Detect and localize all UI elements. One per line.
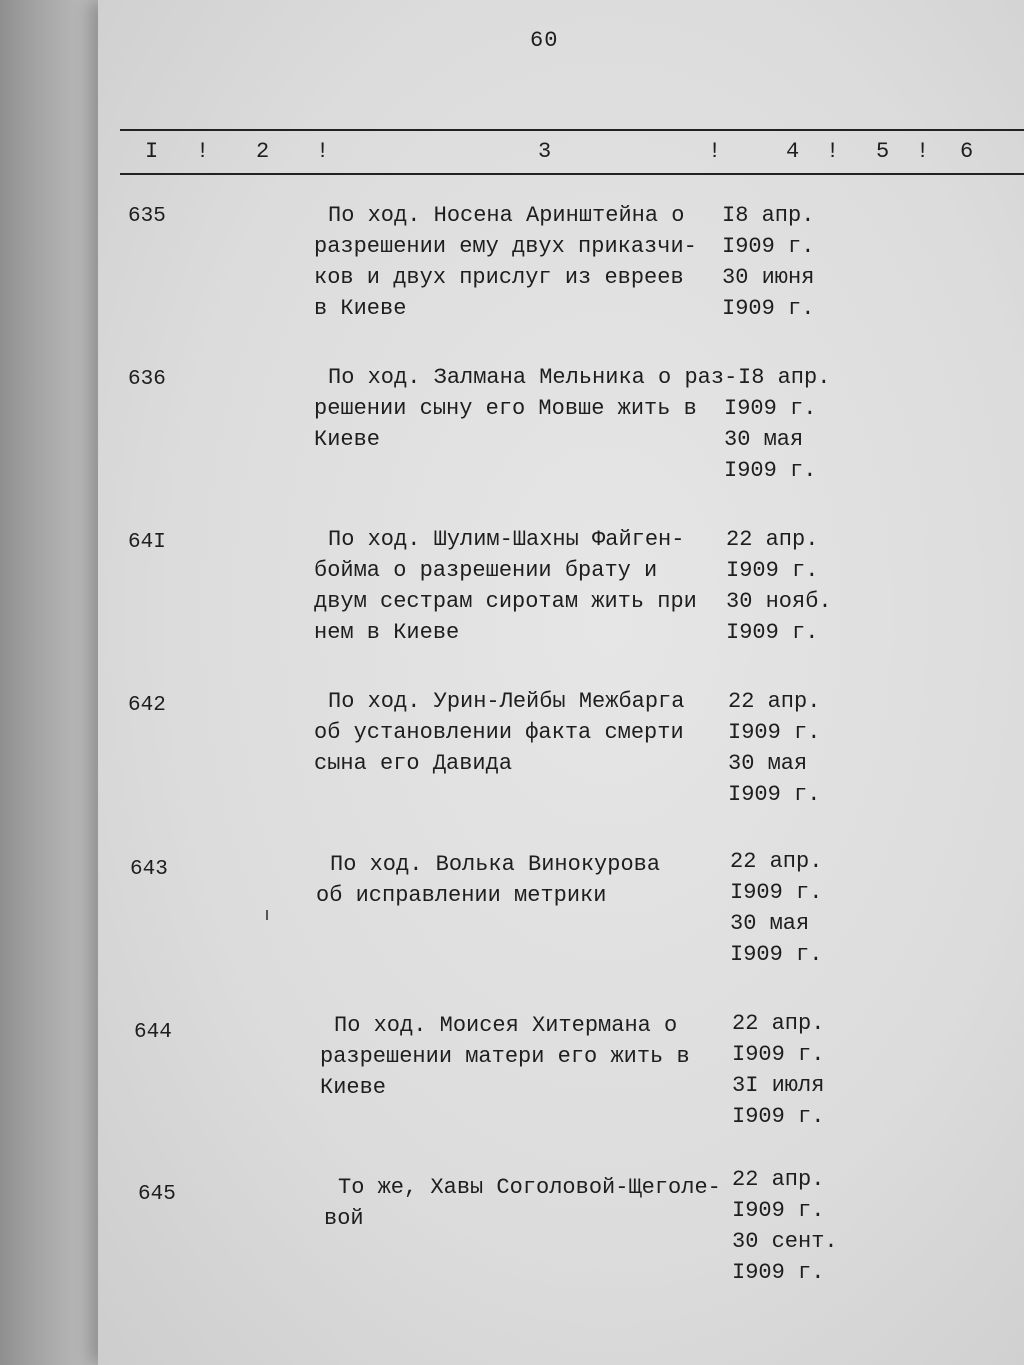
entry-description: По ход. Носена Аринштейна о разрешении ему двух приказчи- ков и двух прислуг из евреев в Киеве bbox=[314, 203, 697, 321]
column-header-1: I bbox=[145, 139, 159, 164]
entry-dates: 22 апр. I909 г. 30 сент. I909 г. bbox=[732, 1167, 838, 1285]
table-header-top-rule bbox=[120, 129, 1024, 131]
column-header-5: 5 bbox=[876, 139, 890, 164]
entry-number: 644 bbox=[134, 1021, 172, 1044]
entry-dates: 22 апр. I909 г. 3I июля I909 г. bbox=[732, 1011, 825, 1129]
entry-description: По ход. Шулим-Шахны Файген- бойма о разрешении брату и двум сестрам сиротам жить при нем в Киеве bbox=[314, 527, 697, 645]
entry-dates: 22 апр. I909 г. 30 мая I909 г. bbox=[728, 689, 821, 807]
entry-number: 642 bbox=[128, 694, 166, 717]
ink-mark bbox=[266, 910, 268, 920]
column-separator: ! bbox=[316, 139, 330, 164]
column-separator: ! bbox=[916, 139, 930, 164]
entry-dates: 22 апр. I909 г. 30 мая I909 г. bbox=[730, 849, 823, 967]
entry-description: То же, Хавы Соголовой-Щеголе- вой bbox=[324, 1175, 721, 1231]
entry-number: 643 bbox=[130, 858, 168, 881]
column-header-3: 3 bbox=[538, 139, 552, 164]
page-number: 60 bbox=[530, 28, 559, 53]
entry-description: По ход. Залмана Мельника о раз- решении сыну его Мовше жить в Киеве bbox=[314, 365, 738, 452]
entry-number: 64I bbox=[128, 531, 166, 554]
column-separator: ! bbox=[196, 139, 210, 164]
column-header-4: 4 bbox=[786, 139, 800, 164]
entry-description: По ход. Волька Винокурова об исправлении метрики bbox=[316, 852, 661, 908]
column-header-2: 2 bbox=[256, 139, 270, 164]
entry-number: 645 bbox=[138, 1183, 176, 1206]
column-separator: ! bbox=[708, 139, 722, 164]
column-header-6: 6 bbox=[960, 139, 974, 164]
entry-dates: I8 апр. I909 г. 30 мая I909 г. bbox=[724, 365, 831, 483]
table-header-bottom-rule bbox=[120, 173, 1024, 175]
entry-description: По ход. Урин-Лейбы Межбарга об установлении факта смерти сына его Давида bbox=[314, 689, 685, 776]
entry-dates: I8 апр. I909 г. 30 июня I909 г. bbox=[722, 203, 815, 321]
column-separator: ! bbox=[826, 139, 840, 164]
entry-number: 636 bbox=[128, 368, 166, 391]
entry-number: 635 bbox=[128, 205, 166, 228]
entry-description: По ход. Моисея Хитермана о разрешении матери его жить в Киеве bbox=[320, 1013, 690, 1100]
entry-dates: 22 апр. I909 г. 30 нояб. I909 г. bbox=[726, 527, 832, 645]
